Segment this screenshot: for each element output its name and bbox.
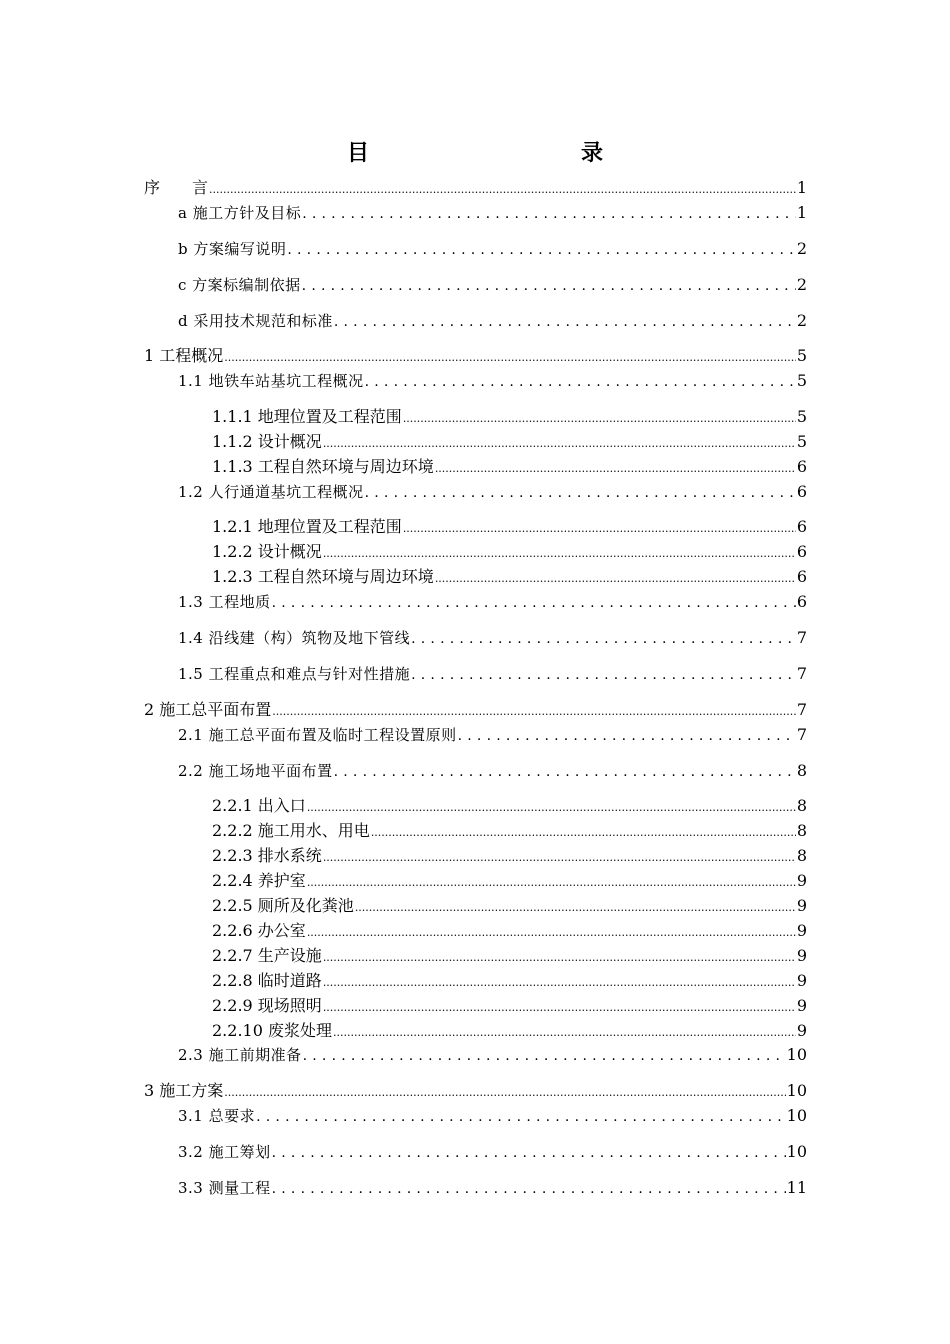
toc-leader-dots (371, 823, 796, 843)
toc-entry[interactable] (178, 761, 807, 782)
toc-entry-label: 1.3 工程地质 (178, 593, 271, 611)
toc-entry-page-number: 2 (796, 275, 807, 294)
toc-entry-label: 1.1 地铁车站基坑工程概况 (178, 372, 364, 390)
toc-leader-dots (307, 923, 796, 943)
toc-leader-dots (272, 593, 796, 613)
toc-entry-label: 1 工程概况 (144, 346, 224, 365)
toc-entry-page-number: 5 (796, 346, 807, 365)
toc-leader-dots (224, 348, 796, 368)
toc-entry-page-number: 9 (796, 921, 807, 940)
toc-leader-dots (403, 519, 796, 539)
toc-leader-dots (272, 1179, 786, 1199)
toc-entry[interactable] (212, 432, 807, 454)
toc-entry[interactable] (178, 628, 807, 649)
toc-entry[interactable] (144, 346, 807, 368)
toc-leader-dots (272, 1143, 786, 1163)
toc-entry-label: 2.2.3 排水系统 (212, 846, 322, 865)
toc-entry-label: 2.1 施工总平面布置及临时工程设置原则 (178, 726, 457, 744)
toc-leader-dots (323, 544, 796, 564)
toc-leader-dots (458, 726, 796, 746)
toc-entry[interactable] (212, 996, 807, 1018)
toc-entry[interactable] (212, 946, 807, 968)
toc-leader-dots (403, 409, 796, 429)
toc-entry-page-number: 8 (796, 821, 807, 840)
toc-entry-page-number: 5 (796, 432, 807, 451)
toc-entry-label: 1.2.3 工程自然环境与周边环境 (212, 567, 434, 586)
toc-leader-dots (302, 204, 796, 224)
toc-entry-page-number: 2 (796, 311, 807, 330)
toc-entry-page-number: 7 (796, 700, 807, 719)
toc-entry-page-number: 5 (796, 407, 807, 426)
toc-entry-page-number: 9 (796, 971, 807, 990)
toc-entry[interactable] (212, 517, 807, 539)
toc-entry[interactable] (144, 178, 807, 200)
toc-entry[interactable] (178, 311, 807, 332)
toc-leader-dots (303, 1046, 786, 1066)
toc-entry-label: 1.1.1 地理位置及工程范围 (212, 407, 402, 426)
toc-leader-dots (323, 948, 796, 968)
toc-entry-label: 3.1 总要求 (178, 1107, 256, 1125)
toc-entry-label: 2 施工总平面布置 (144, 700, 272, 719)
toc-entry-label: 2.2 施工场地平面布置 (178, 762, 333, 780)
toc-entry-label: 2.2.10 废浆处理 (212, 1021, 332, 1040)
toc-entry[interactable] (178, 1178, 807, 1199)
toc-entry[interactable] (178, 664, 807, 685)
toc-leader-dots (411, 629, 796, 649)
toc-entry[interactable] (212, 821, 807, 843)
toc-entry-label: 2.2.8 临时道路 (212, 971, 322, 990)
toc-entry-label: a 施工方针及目标 (178, 204, 302, 222)
toc-leader-dots (334, 312, 796, 332)
toc-entry[interactable] (212, 542, 807, 564)
toc-entry-page-number: 10 (786, 1142, 807, 1161)
toc-entry[interactable] (212, 1021, 807, 1043)
toc-entry[interactable] (178, 371, 807, 392)
toc-entry-label: 2.2.4 养护室 (212, 871, 306, 890)
toc-entry-page-number: 8 (796, 761, 807, 780)
toc-entry-label: 2.2.2 施工用水、用电 (212, 821, 370, 840)
toc-leader-dots (323, 434, 796, 454)
toc-entry[interactable] (178, 592, 807, 613)
toc-leader-dots (365, 372, 796, 392)
toc-entry[interactable] (212, 921, 807, 943)
toc-entry-page-number: 8 (796, 796, 807, 815)
toc-entry-label: 1.4 沿线建（构）筑物及地下管线 (178, 629, 411, 647)
toc-entry[interactable] (212, 567, 807, 589)
toc-entry-label: b 方案编写说明 (178, 240, 287, 258)
toc-entry[interactable] (178, 203, 807, 224)
toc-leader-dots (209, 180, 796, 200)
toc-entry-label: 2.3 施工前期准备 (178, 1046, 302, 1064)
toc-entry-label: 1.2.2 设计概况 (212, 542, 322, 561)
toc-entry-page-number: 9 (796, 996, 807, 1015)
toc-leader-dots (287, 240, 795, 260)
toc-leader-dots (365, 483, 796, 503)
toc-entry[interactable] (178, 1045, 807, 1066)
toc-entry-label: 3.3 测量工程 (178, 1179, 271, 1197)
toc-entry-label: 2.2.6 办公室 (212, 921, 306, 940)
toc-leader-dots (323, 848, 796, 868)
toc-leader-dots (355, 898, 796, 918)
toc-leader-dots (302, 276, 796, 296)
toc-leader-dots (333, 1023, 796, 1043)
toc-leader-dots (256, 1107, 786, 1127)
toc-leader-dots (435, 569, 796, 589)
toc-entry-page-number: 5 (796, 371, 807, 390)
toc-entry[interactable] (178, 725, 807, 746)
toc-entry-page-number: 10 (786, 1106, 807, 1125)
toc-leader-dots (307, 798, 796, 818)
toc-entry-label: 3.2 施工筹划 (178, 1143, 271, 1161)
toc-leader-dots (224, 1083, 785, 1103)
toc-entry-label: 2.2.1 出入口 (212, 796, 306, 815)
toc-entry-label: 2.2.5 厕所及化粪池 (212, 896, 354, 915)
toc-leader-dots (323, 973, 796, 993)
toc-leader-dots (307, 873, 796, 893)
toc-entry[interactable] (212, 871, 807, 893)
toc-entry-label: 1.5 工程重点和难点与针对性措施 (178, 665, 411, 683)
toc-entry-page-number: 6 (796, 567, 807, 586)
toc-leader-dots (323, 998, 796, 1018)
toc-entry[interactable] (212, 457, 807, 479)
toc-entry-page-number: 8 (796, 846, 807, 865)
toc-entry-label: 2.2.9 现场照明 (212, 996, 322, 1015)
toc-entry[interactable] (212, 796, 807, 818)
toc-entry[interactable] (212, 407, 807, 429)
toc-entry-label: 3 施工方案 (144, 1081, 224, 1100)
toc-entry-page-number: 9 (796, 871, 807, 890)
toc-entry-page-number: 6 (796, 542, 807, 561)
toc-entry-page-number: 9 (796, 896, 807, 915)
toc-leader-dots (272, 702, 796, 722)
toc-entry-label: 序 言 (144, 178, 209, 197)
toc-entry[interactable] (144, 700, 807, 722)
toc-entry-page-number: 11 (786, 1178, 807, 1197)
toc-entry[interactable] (212, 846, 807, 868)
toc-entry[interactable] (178, 1142, 807, 1163)
toc-entry[interactable] (212, 971, 807, 993)
toc-entry-label: 1.1.2 设计概况 (212, 432, 322, 451)
toc-entry[interactable] (178, 275, 807, 296)
toc-entry-page-number: 10 (786, 1045, 807, 1064)
toc-entry-page-number: 6 (796, 592, 807, 611)
toc-entry-label: 1.2 人行通道基坑工程概况 (178, 483, 364, 501)
toc-entry-page-number: 7 (796, 628, 807, 647)
toc-entry-page-number: 6 (796, 517, 807, 536)
toc-entry-page-number: 1 (796, 178, 807, 197)
toc-entry-page-number: 7 (796, 664, 807, 683)
toc-entry-page-number: 2 (796, 239, 807, 258)
toc-entry[interactable] (144, 1081, 807, 1103)
toc-entry[interactable] (212, 896, 807, 918)
toc-entry-page-number: 6 (796, 457, 807, 476)
toc-entry-page-number: 10 (786, 1081, 807, 1100)
toc-entry-label: c 方案标编制依据 (178, 276, 301, 294)
toc-entry[interactable] (178, 482, 807, 503)
toc-entry-label: 2.2.7 生产设施 (212, 946, 322, 965)
toc-entry-page-number: 9 (796, 1021, 807, 1040)
toc-entry-label: 1.2.1 地理位置及工程范围 (212, 517, 402, 536)
toc-entry-page-number: 6 (796, 482, 807, 501)
toc-leader-dots (411, 665, 796, 685)
toc-leader-dots (334, 762, 796, 782)
toc-entry[interactable] (178, 1106, 807, 1127)
toc-entry-label: 1.1.3 工程自然环境与周边环境 (212, 457, 434, 476)
toc-entry-page-number: 1 (796, 203, 807, 222)
toc-entry-page-number: 9 (796, 946, 807, 965)
toc-leader-dots (435, 459, 796, 479)
page-title: 目 录 (346, 141, 659, 166)
toc-entry-label: d 采用技术规范和标准 (178, 312, 333, 330)
toc-entry-page-number: 7 (796, 725, 807, 744)
toc-entry[interactable] (178, 239, 807, 260)
